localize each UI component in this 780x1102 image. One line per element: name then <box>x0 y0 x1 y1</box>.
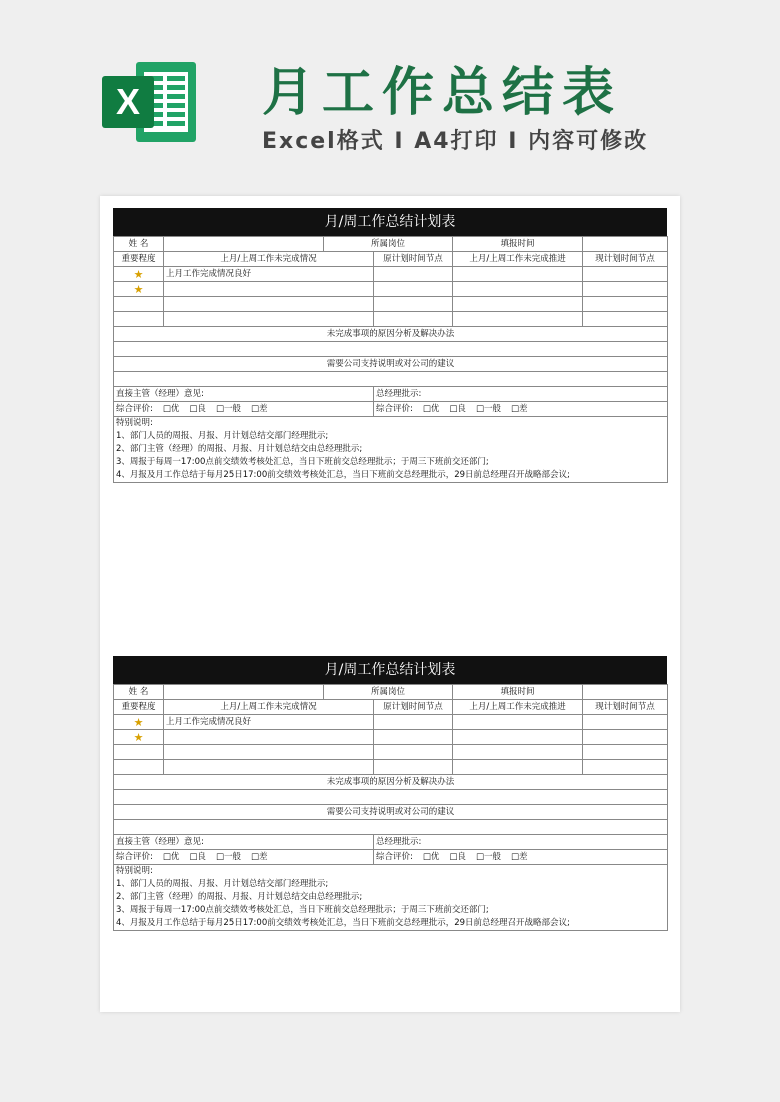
name-label: 姓 名 <box>114 685 164 700</box>
supervisor-opinion-label: 直接主管（经理）意见: <box>114 387 374 402</box>
note-item: 1、部门人员的周报、月报、月计划总结交部门经理批示; <box>116 879 329 889</box>
gm-instruction-label: 总经理批示: <box>374 835 668 850</box>
excel-icon <box>100 54 200 150</box>
support-label: 需要公司支持说明或对公司的建议 <box>114 805 668 820</box>
note-item: 4、月报及月工作总结于每月25日17:00前交绩效考核处汇总，当日下班前交总经理批示，29日前总经理召开战略部会议; <box>116 470 570 480</box>
rating-option-average[interactable]: □一般 <box>475 851 501 862</box>
rating-option-excellent[interactable]: □优 <box>422 403 440 414</box>
fill-time-value[interactable] <box>583 685 668 700</box>
notes-title: 特别说明: <box>116 866 153 876</box>
supervisor-rating <box>114 850 374 865</box>
rating-label: 综合评价: <box>116 403 153 414</box>
col-header-priority: 重要程度 <box>114 700 164 715</box>
supervisor-rating <box>114 402 374 417</box>
rating-option-good[interactable]: □良 <box>189 851 206 862</box>
col-header-priority: 重要程度 <box>114 252 164 267</box>
col-header-unfinished: 上月/上周工作未完成情况 <box>164 252 374 267</box>
name-label: 姓 名 <box>114 237 164 252</box>
page-title: 月工作总结表 <box>262 63 623 123</box>
note-item: 4、月报及月工作总结于每月25日17:00前交绩效考核处汇总，当日下班前交总经理批示，29日前总经理召开战略部会议; <box>116 918 570 928</box>
rating-option-excellent[interactable]: □优 <box>422 851 440 862</box>
note-item: 2、部门主管（经理）的周报、月报、月计划总结交由总经理批示; <box>116 892 363 902</box>
rating-option-average[interactable]: □一般 <box>215 851 241 862</box>
unfinished-cell[interactable]: 上月工作完成情况良好 <box>164 267 374 282</box>
header <box>0 0 780 200</box>
rating-option-good[interactable]: □良 <box>189 403 206 414</box>
rating-label: 综合评价: <box>376 851 413 862</box>
fill-time-value[interactable] <box>583 237 668 252</box>
rating-option-poor[interactable]: □差 <box>510 851 528 862</box>
special-notes <box>114 417 668 483</box>
summary-sheet-2 <box>113 656 667 931</box>
logo-letter: X <box>115 81 141 122</box>
rating-option-poor[interactable]: □差 <box>250 851 268 862</box>
table-row <box>114 715 668 730</box>
col-header-progress: 上月/上周工作未完成推进 <box>453 700 583 715</box>
table-row <box>114 267 668 282</box>
note-item: 3、周报于每周一17:00点前交绩效考核处汇总，当日下班前交总经理批示；于周三下班前交还部门; <box>116 905 489 915</box>
summary-sheet-1 <box>113 208 667 483</box>
summary-table <box>113 684 668 931</box>
table-row <box>114 297 668 312</box>
rating-option-poor[interactable]: □差 <box>250 403 268 414</box>
rating-option-good[interactable]: □良 <box>449 403 466 414</box>
rating-option-average[interactable]: □一般 <box>215 403 241 414</box>
page-subtitle: Excel格式 I A4打印 I 内容可修改 <box>262 129 649 154</box>
rating-option-excellent[interactable]: □优 <box>162 403 180 414</box>
support-field[interactable] <box>114 820 668 835</box>
col-header-original-deadline: 原计划时间节点 <box>374 252 453 267</box>
supervisor-opinion-label: 直接主管（经理）意见: <box>114 835 374 850</box>
sheet-title: 月/周工作总结计划表 <box>113 208 667 236</box>
reason-label: 未完成事项的原因分析及解决办法 <box>114 775 668 790</box>
position-label: 所属岗位 <box>324 237 453 252</box>
rating-label: 综合评价: <box>116 851 153 862</box>
rating-option-good[interactable]: □良 <box>449 851 466 862</box>
document-page <box>100 196 680 1012</box>
col-header-new-deadline: 现计划时间节点 <box>583 252 668 267</box>
rating-label: 综合评价: <box>376 403 413 414</box>
rating-option-excellent[interactable]: □优 <box>162 851 180 862</box>
support-label: 需要公司支持说明或对公司的建议 <box>114 357 668 372</box>
fill-time-label: 填报时间 <box>453 685 583 700</box>
unfinished-cell[interactable]: 上月工作完成情况良好 <box>164 715 374 730</box>
rating-option-poor[interactable]: □差 <box>510 403 528 414</box>
name-value[interactable] <box>164 685 324 700</box>
gm-instruction-label: 总经理批示: <box>374 387 668 402</box>
table-row <box>114 760 668 775</box>
gm-rating <box>374 402 668 417</box>
name-value[interactable] <box>164 237 324 252</box>
note-item: 1、部门人员的周报、月报、月计划总结交部门经理批示; <box>116 431 329 441</box>
table-row <box>114 312 668 327</box>
table-row <box>114 745 668 760</box>
reason-label: 未完成事项的原因分析及解决办法 <box>114 327 668 342</box>
note-item: 3、周报于每周一17:00点前交绩效考核处汇总，当日下班前交总经理批示；于周三下班前交还部门; <box>116 457 489 467</box>
col-header-unfinished: 上月/上周工作未完成情况 <box>164 700 374 715</box>
col-header-new-deadline: 现计划时间节点 <box>583 700 668 715</box>
star-icon: ★ <box>114 730 164 745</box>
star-icon: ★ <box>114 715 164 730</box>
rating-option-average[interactable]: □一般 <box>475 403 501 414</box>
table-row <box>114 730 668 745</box>
summary-table <box>113 236 668 483</box>
star-icon: ★ <box>114 267 164 282</box>
sheet-title: 月/周工作总结计划表 <box>113 656 667 684</box>
star-icon: ★ <box>114 282 164 297</box>
reason-field[interactable] <box>114 790 668 805</box>
gm-rating <box>374 850 668 865</box>
notes-title: 特别说明: <box>116 418 153 428</box>
col-header-original-deadline: 原计划时间节点 <box>374 700 453 715</box>
table-row <box>114 282 668 297</box>
support-field[interactable] <box>114 372 668 387</box>
special-notes <box>114 865 668 931</box>
note-item: 2、部门主管（经理）的周报、月报、月计划总结交由总经理批示; <box>116 444 363 454</box>
col-header-progress: 上月/上周工作未完成推进 <box>453 252 583 267</box>
reason-field[interactable] <box>114 342 668 357</box>
position-label: 所属岗位 <box>324 685 453 700</box>
fill-time-label: 填报时间 <box>453 237 583 252</box>
